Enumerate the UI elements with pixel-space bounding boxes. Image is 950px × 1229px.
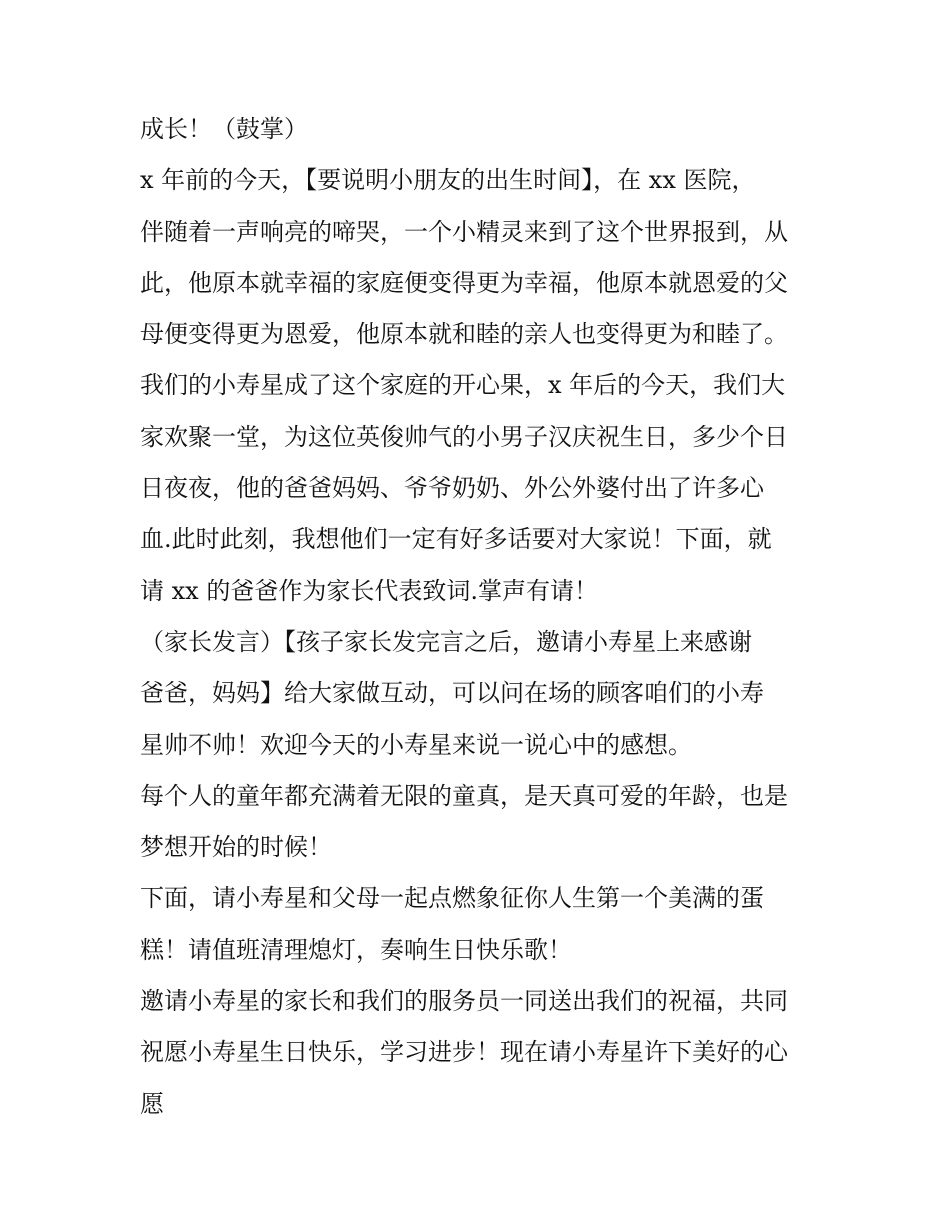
text-line: 血.此时此刻，我想他们一定有好多话要对大家说！下面，就 — [140, 525, 772, 554]
text-line: 伴随着一声响亮的啼哭，一个小精灵来到了这个世界报到，从 — [140, 217, 788, 246]
text-line: 祝愿小寿星生日快乐，学习进步！现在请小寿星许下美好的心 — [140, 1038, 788, 1067]
text-line: 邀请小寿星的家长和我们的服务员一同送出我们的祝福，共同 — [140, 987, 788, 1016]
text-line: 日夜夜，他的爸爸妈妈、爷爷奶奶、外公外婆付出了许多心 — [140, 474, 764, 503]
text-line: 糕！请值班清理熄灯，奏响生日快乐歌！ — [140, 935, 572, 964]
text-line: 成长！（鼓掌） — [140, 115, 308, 143]
text-line: 愿 — [140, 1089, 164, 1118]
text-line: 请 xx 的爸爸作为家长代表致词.掌声有请！ — [140, 576, 598, 605]
text-line: 下面，请小寿星和父母一起点燃象征你人生第一个美满的蛋 — [140, 884, 764, 913]
text-line: 星帅不帅！欢迎今天的小寿星来说一说心中的感想。 — [140, 730, 692, 759]
document-text — [140, 104, 820, 1130]
text-line: 家欢聚一堂，为这位英俊帅气的小男子汉庆祝生日，多少个日 — [140, 422, 788, 451]
text-line: 每个人的童年都充满着无限的童真，是天真可爱的年龄，也是 — [140, 781, 788, 810]
text-line: 我们的小寿星成了这个家庭的开心果，x 年后的今天，我们大 — [140, 371, 786, 400]
text-line: 梦想开始的时候！ — [140, 833, 332, 862]
text-line: 母便变得更为恩爱，他原本就和睦的亲人也变得更为和睦了。 — [140, 320, 788, 349]
text-line: 爸爸，妈妈】给大家做互动，可以问在场的顾客咱们的小寿 — [140, 679, 764, 708]
text-line: （家长发言）【孩子家长发完言之后，邀请小寿星上来感谢 — [140, 627, 752, 656]
text-line: x 年前的今天，【要说明小朋友的出生时间】，在 xx 医院， — [140, 166, 756, 195]
text-line: 此，他原本就幸福的家庭便变得更为幸福，他原本就恩爱的父 — [140, 268, 788, 297]
